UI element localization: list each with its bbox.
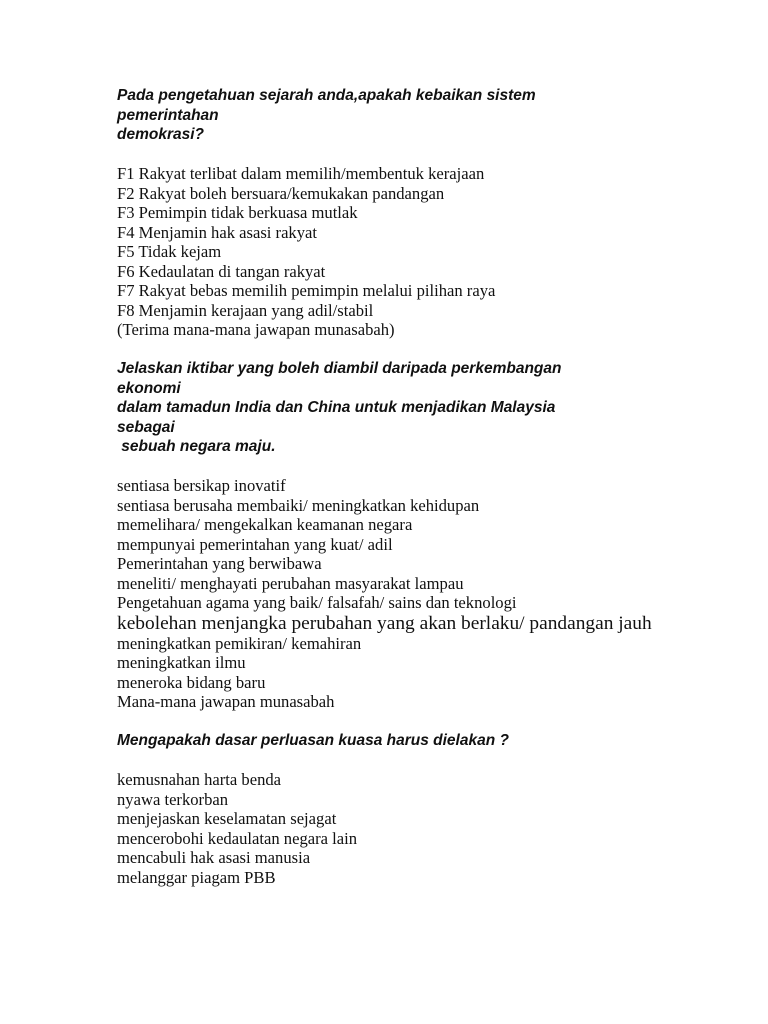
- answer-item: (Terima mana-mana jawapan munasabah): [117, 320, 395, 339]
- answer-item: menjejaskan keselamatan sejagat: [117, 809, 337, 828]
- question-1-line: demokrasi?: [117, 126, 205, 143]
- answer-item: F1 Rakyat terlibat dalam memilih/membentuk kerajaan: [117, 164, 485, 183]
- document-page: [117, 86, 677, 887]
- answer-item: nyawa terkorban: [117, 789, 229, 809]
- answer-item: kemusnahan harta benda: [117, 770, 282, 789]
- question-1-line: Pada pengetahuan sejarah anda,apakah kebaikan sistem: [117, 87, 536, 104]
- answer-item: F7 Rakyat bebas memilih pemimpin melalui pilihan raya: [117, 281, 496, 300]
- answer-item: Pemerintahan yang berwibawa: [117, 554, 322, 573]
- spacer: [117, 712, 677, 732]
- answer-item: F3 Pemimpin tidak berkuasa mutlak: [117, 203, 358, 222]
- question-2: [117, 359, 677, 457]
- question-3: [117, 731, 677, 751]
- answer-list-1: [117, 164, 677, 340]
- answer-item: kebolehan menjangka perubahan yang akan berlaku/ pandangan jauh: [117, 612, 652, 634]
- answer-item: F4 Menjamin hak asasi rakyat: [117, 222, 318, 242]
- question-2-line: sebuah negara maju.: [117, 438, 276, 455]
- spacer: [117, 751, 677, 771]
- answer-item: meningkatkan ilmu: [117, 653, 246, 672]
- answer-list-2: [117, 476, 677, 712]
- question-1-line: pemerintahan: [117, 106, 219, 124]
- question-3-line: Mengapakah dasar perluasan kuasa harus dielakan ?: [117, 732, 509, 749]
- answer-item: melanggar piagam PBB: [117, 867, 276, 887]
- answer-item: mencerobohi kedaulatan negara lain: [117, 828, 358, 848]
- answer-item: mencabuli hak asasi manusia: [117, 848, 311, 867]
- question-2-line: sebagai: [117, 418, 175, 436]
- answer-item: memelihara/ mengekalkan keamanan negara: [117, 515, 413, 534]
- question-2-line: ekonomi: [117, 379, 181, 397]
- answer-list-3: [117, 770, 677, 887]
- answer-item: meneliti/ menghayati perubahan masyarakat lampau: [117, 573, 464, 593]
- question-2-line: dalam tamadun India dan China untuk menjadikan Malaysia: [117, 399, 556, 416]
- spacer: [117, 457, 677, 477]
- answer-item: F5 Tidak kejam: [117, 242, 222, 261]
- spacer: [117, 145, 677, 165]
- answer-item: Pengetahuan agama yang baik/ falsafah/ sains dan teknologi: [117, 593, 517, 612]
- answer-item: F8 Menjamin kerajaan yang adil/stabil: [117, 300, 374, 320]
- answer-item: F6 Kedaulatan di tangan rakyat: [117, 261, 326, 281]
- answer-item: Mana-mana jawapan munasabah: [117, 692, 335, 711]
- answer-item: meningkatkan pemikiran/ kemahiran: [117, 633, 362, 653]
- answer-item: mempunyai pemerintahan yang kuat/ adil: [117, 534, 393, 554]
- question-2-line: Jelaskan iktibar yang boleh diambil daripada perkembangan: [117, 360, 562, 377]
- spacer: [117, 340, 677, 360]
- answer-item: meneroka bidang baru: [117, 672, 266, 692]
- answer-item: F2 Rakyat boleh bersuara/kemukakan pandangan: [117, 183, 445, 203]
- answer-item: sentiasa berusaha membaiki/ meningkatkan kehidupan: [117, 495, 480, 515]
- question-1: [117, 86, 677, 145]
- answer-item: sentiasa bersikap inovatif: [117, 476, 286, 495]
